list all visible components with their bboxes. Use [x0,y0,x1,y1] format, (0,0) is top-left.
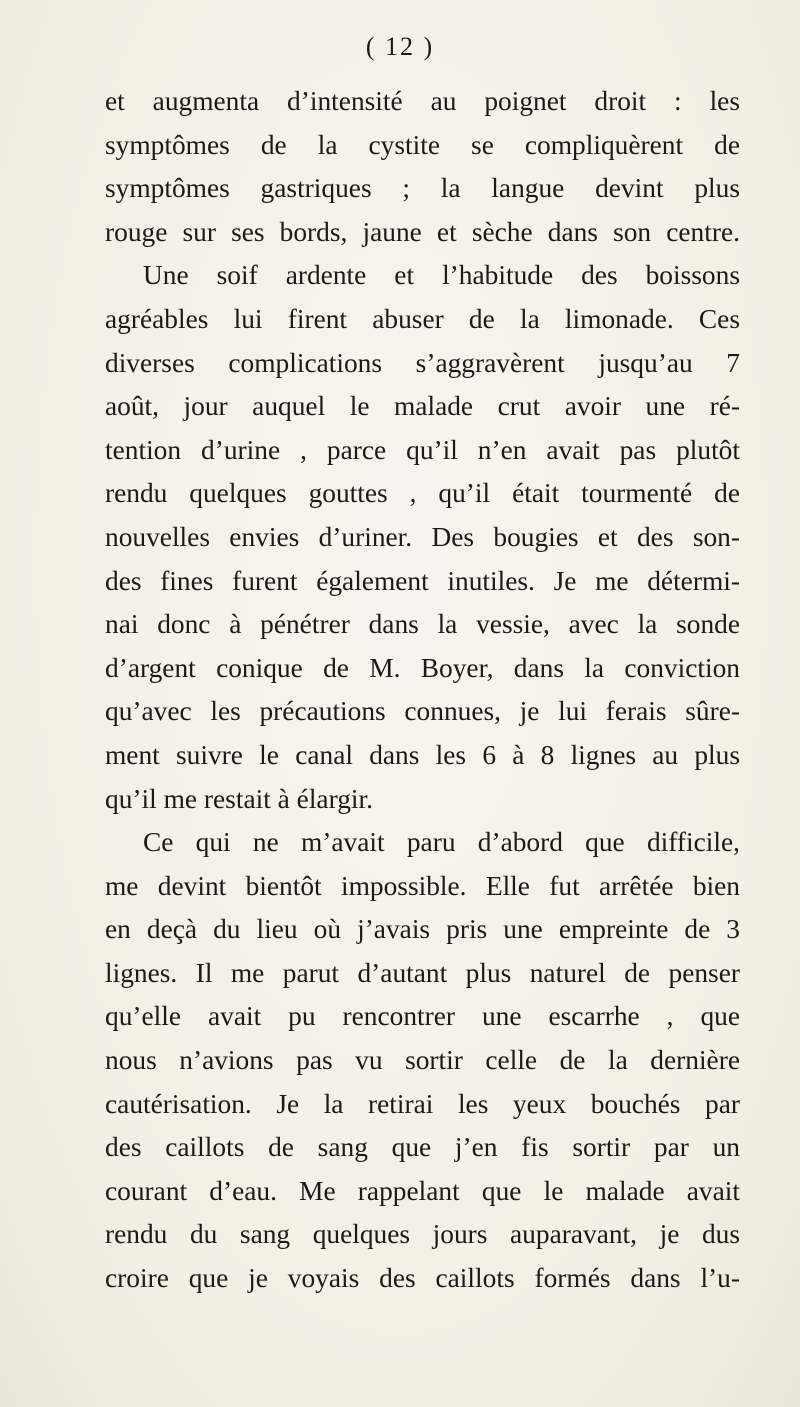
text-line: symptômes gastriques ; la langue devint plus [105,173,740,204]
text-line: des caillots de sang que j’en fis sortir par un [105,1132,740,1163]
text-line: me devint bientôt impossible. Elle fut arrêtée bien [105,870,740,901]
page-number: ( 12 ) [365,32,435,61]
text-line: rouge sur ses bords, jaune et sèche dans son centre. [105,216,740,247]
text-line: diverses complications s’aggravèrent jusqu’au 7 [105,347,740,378]
text-line: et augmenta d’intensité au poignet droit : les [105,86,740,116]
text-line: Une soif ardente et l’habitude des boissons [143,260,740,291]
text-line: lignes. Il me parut d’autant plus naturel de penser [105,957,740,988]
text-line: août, jour auquel le malade crut avoir une ré- [105,391,740,422]
text-line: nai donc à pénétrer dans la vessie, avec la sonde [105,609,740,640]
text-line: ment suivre le canal dans les 6 à 8 lignes au plus [105,739,740,770]
text-line: rendu quelques gouttes , qu’il était tourmenté de [105,478,740,509]
text-line: croire que je voyais des caillots formés dans l’u- [105,1263,740,1294]
text-line: en deçà du lieu où j’avais pris une empreinte de 3 [105,914,740,945]
text-line: nous n’avions pas vu sortir celle de la dernière [105,1045,740,1076]
text-line: qu’elle avait pu rencontrer une escarrhe , que [105,1001,740,1032]
text-line: Ce qui ne m’avait paru d’abord que difficile, [143,827,740,858]
text-line: symptômes de la cystite se compliquèrent de [105,129,740,160]
text-line: rendu du sang quelques jours auparavant, je dus [105,1219,740,1250]
text-line: tention d’urine , parce qu’il n’en avait pas plutôt [105,434,740,465]
text-line: nouvelles envies d’uriner. Des bougies et des son- [105,521,740,552]
text-line: des fines furent également inutiles. Je me détermi- [105,565,740,596]
text-line: cautérisation. Je la retirai les yeux bouchés par [105,1088,740,1119]
text-line: agréables lui firent abuser de la limonade. Ces [105,303,740,334]
text-line: qu’il me restait à élargir. [105,783,373,814]
text-line: d’argent conique de M. Boyer, dans la conviction [105,652,740,683]
text-line: qu’avec les précautions connues, je lui ferais sûre- [105,696,740,727]
body-text [105,80,740,1301]
text-line: courant d’eau. Me rappelant que le malade avait [105,1175,740,1206]
